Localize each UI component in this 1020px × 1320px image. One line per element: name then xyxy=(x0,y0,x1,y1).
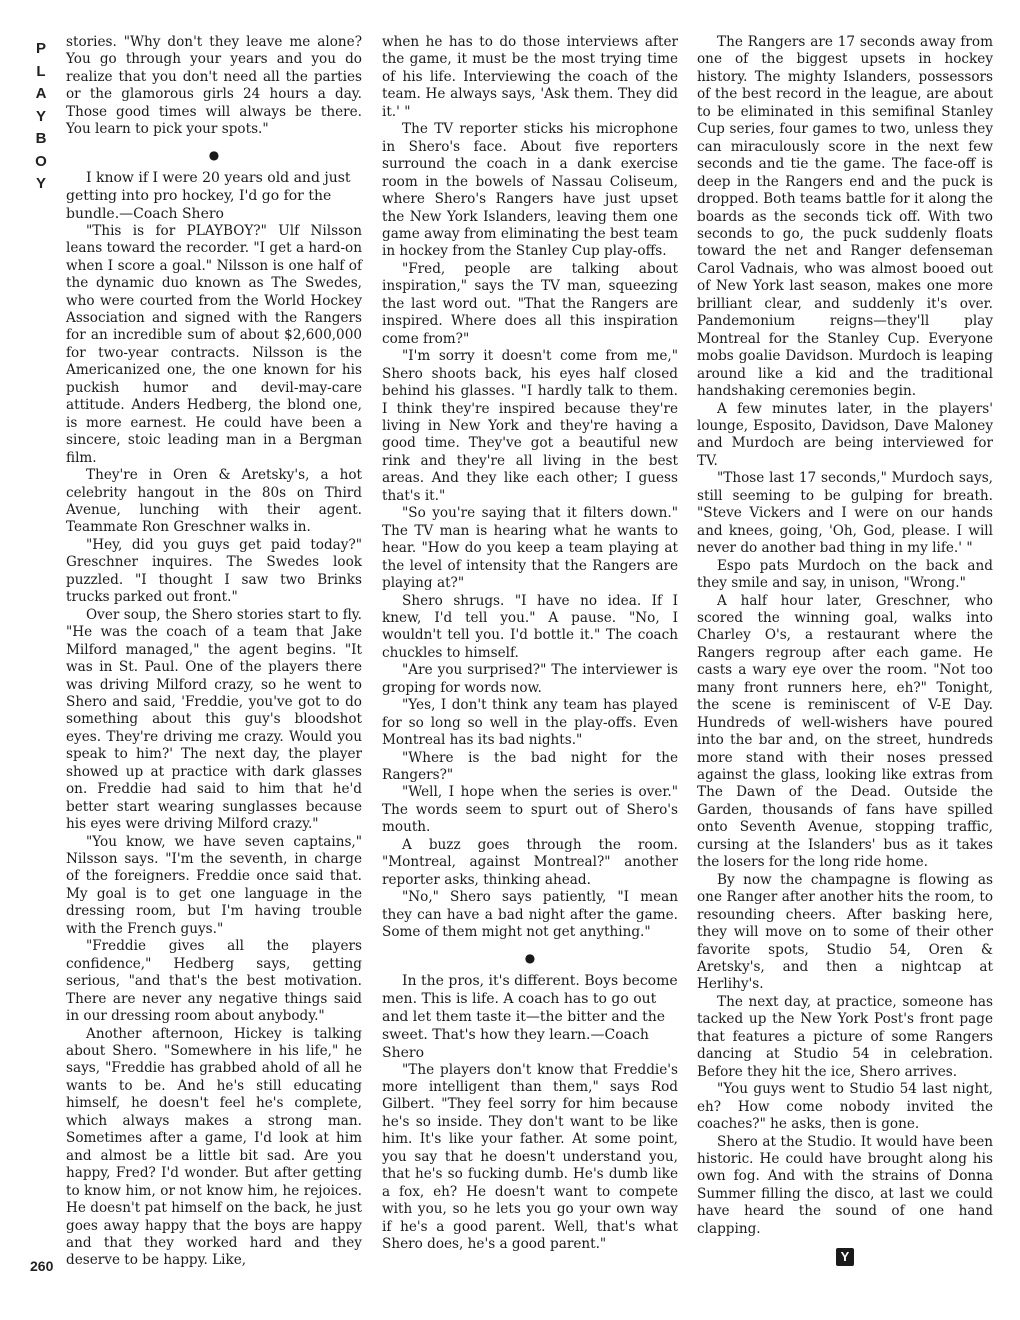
article-paragraph: "You know, we have seven captains," Nilsson says. "I'm the seventh, in charge of the foreigners. Freddie once said that. My goal is to get one language in the dressing room, but I'm having trouble with the French guys." xyxy=(66,833,362,937)
spine-letter: P xyxy=(35,40,46,57)
section-divider-dot: ● xyxy=(524,950,536,965)
spine-letter: Y xyxy=(35,175,46,192)
article-paragraph: "I'm sorry it doesn't come from me," Shero shoots back, his eyes half closed behind his glasses. "I hardly talk to them. I think they're inspired because they're living in New York and they're having a good time. They've got a beautiful new rink and they're all living in the best areas. And they like each other; I guess that's it." xyxy=(382,348,678,504)
article-paragraph: Espo pats Murdoch on the back and they smile and say, in unison, "Wrong." xyxy=(697,557,993,592)
article-paragraph: "Are you surprised?" The interviewer is groping for words now. xyxy=(382,662,678,696)
playboy-bunny-icon: Y xyxy=(836,1248,854,1266)
section-divider-dot: ● xyxy=(208,147,220,162)
article-paragraph: "You guys went to Studio 54 last night, eh? How come nobody invited the coaches?" he asks, then is gone. xyxy=(697,1081,993,1133)
article-paragraph: "Well, I hope when the series is over." The words seem to spurt out of Shero's mouth. xyxy=(382,784,678,836)
article-paragraph: Shero shrugs. "I have no idea. If I knew, I'd tell you." A pause. "No, I wouldn't tell you. I'd bottle it." The coach chuckles to himself. xyxy=(382,592,678,661)
article-paragraph: A half hour later, Greschner, who scored the winning goal, walks into Charley O's, a restaurant where the Rangers regroup after each game. He casts a wary eye over the room. "Not too many front runners here, eh?" Tonight, the scene is reminiscent of V-E Day. Hundreds of well-wishers have poured into the bar and, on the street, hundreds more stand with their noses pressed against the glass, looking like extras from The Dawn of the Dead. Outside the Garden, thousands of fans have spilled onto Seventh Avenue, stopping traffic, cursing at the Islanders' bus as it takes the losers for the long ride home. xyxy=(697,592,993,871)
article-paragraph: "This is for PLAYBOY?" Ulf Nilsson leans toward the recorder. "I get a hard-on when I score a goal." Nilsson is one half of the dynamic duo known as The Swedes, who were courted from the World Hockey Association and signed with the Rangers for an incredible sum of about $2,600,000 for two-year contracts. Nilsson is the Americanized one, the one known for his puckish humor and devil-may-care attitude. Anders Hedberg, the blond one, is more earnest. He could have been a sincere, stoic leading man in a Bergman film. xyxy=(66,222,362,466)
article-paragraph: "No," Shero says patiently, "I mean they can have a bad night after the game. Some of them might not get anything." xyxy=(382,889,678,941)
magazine-spine-logo xyxy=(30,38,52,196)
article-paragraph: They're in Oren & Aretsky's, a hot celebrity hangout in the 80s on Third Avenue, lunching with their agent. Teammate Ron Greschner walks in. xyxy=(66,467,362,536)
article-paragraph: A few minutes later, in the players' lounge, Esposito, Davidson, Dave Maloney and Murdoch are being interviewed for TV. xyxy=(697,400,993,469)
article-paragraph: Shero at the Studio. It would have been historic. He could have brought along his own fog. And with the strains of Donna Summer filling the disco, at last we could have heard the sound of one hand clapping. xyxy=(697,1133,993,1237)
article-column-1 xyxy=(66,34,362,1270)
article-paragraph: The next day, at practice, someone has tacked up the New York Post's front page that features a picture of some Rangers dancing at Studio 54 in celebration. Before they hit the ice, Shero arrives. xyxy=(697,993,993,1080)
epigraph-quote: I know if I were 20 years old and just getting into pro hockey, I'd go for the bundle.—Coach Shero xyxy=(66,169,351,222)
article-paragraph: when he has to do those interviews after the game, it must be the most trying time of his life. Interviewing the coach of the team. He always says, 'Ask them. They did it.' " xyxy=(382,34,678,120)
spine-letter: B xyxy=(35,130,47,147)
article-paragraph: The Rangers are 17 seconds away from one of the biggest upsets in hockey history. The mighty Islanders, possessors of the best record in the league, are about to be eliminated in this semifinal Stanley Cup series, four games to two, unless they can miraculously score in the next few seconds and tie the game. The face-off is deep in the Rangers end and the puck is dropped. Both teams battle for it along the boards as the seconds tick off. With two seconds to go, the puck suddenly floats toward the net and Ranger defenseman Carol Vadnais, who was almost booed out of New York last season, makes one more brilliant clear, and suddenly it's over. Pandemonium reigns—they'll play Montreal for the Stanley Cup. Everyone mobs goalie Davidson. Murdoch is leaping around like a kid and the traditional handshaking ceremonies begin. xyxy=(697,34,993,400)
article-paragraph: Another afternoon, Hickey is talking about Shero. "Somewhere in his life," he says, "Freddie has grabbed ahold of all he wants to be. And he's still educating himself, he doesn't feel he's complete, which always makes a strong man. Sometimes after a game, I'd look at him and almost be a little bit sad. Are you happy, Fred? I'd wonder. But after getting to know him, or not know him, he rejoices. He doesn't pat himself on the back, he just goes away happy that the boys are happy and that they worked hard and they deserve to be happy. Like, xyxy=(66,1025,362,1269)
article-paragraph: "Hey, did you guys get paid today?" Greschner inquires. The Swedes look puzzled. "I thought I saw two Brinks trucks parked out front." xyxy=(66,536,362,606)
article-paragraph: A buzz goes through the room. "Montreal, against Montreal?" another reporter asks, thinking ahead. xyxy=(382,836,678,888)
spine-letter: A xyxy=(35,85,47,102)
article-paragraph: "Where is the bad night for the Rangers?" xyxy=(382,749,678,784)
article-paragraph: stories. "Why don't they leave me alone? You go through your years and you do realize that you don't need all the parties or the glamorous girls 24 hours a day. Those good times will always be there. You learn to pick your spots." xyxy=(66,34,362,138)
article-end-mark xyxy=(697,1248,993,1266)
spine-letter: O xyxy=(35,152,47,170)
article-paragraph: "So you're saying that it filters down." The TV man is hearing what he wants to hear. "How do you keep a team playing at the level of intensity that the Rangers are playing at?" xyxy=(382,505,678,592)
article-paragraph: Over soup, the Shero stories start to fly. "He was the coach of a team that Jake Milford managed," the agent begins. "It was in St. Paul. One of the players there was driving Milford crazy, so he went to Shero and said, 'Freddie, you've got to do something about this guy's bloodshot eyes. They're driving me crazy. Would you speak to him?' The next day, the player showed up at practice with dark glasses on. Freddie had said to him that he'd better start wearing sunglasses because his eyes were driving Milford crazy." xyxy=(66,606,362,833)
spine-letter: Y xyxy=(35,107,46,125)
article-paragraph: "Those last 17 seconds," Murdoch says, still seeming to be gulping for breath. "Steve Vickers and I were on our hands and knees, going, 'Oh, God, please. I will never do another bad thing in my life.' " xyxy=(697,470,993,557)
epigraph-quote: In the pros, it's different. Boys become men. This is life. A coach has to go out and let them taste it—the bitter and the sweet. That's how they learn.—Coach Shero xyxy=(382,972,678,1061)
article-paragraph: "Yes, I don't think any team has played for so long so well in the play-offs. Even Montreal has its bad nights." xyxy=(382,697,678,749)
article-column-2 xyxy=(382,34,678,1254)
page-number: 260 xyxy=(30,1258,54,1274)
article-paragraph: "Fred, people are talking about inspiration," says the TV man, squeezing the last word out. "That the Rangers are inspired. Where does all this inspiration come from?" xyxy=(382,260,678,347)
article-paragraph: The TV reporter sticks his microphone in Shero's face. About five reporters surround the coach in a dank exercise room in the bowels of Nassau Coliseum, where Shero's Rangers have just upset the New York Islanders, leaving them one game away from eliminating the best team in hockey from the Stanley Cup play-offs. xyxy=(382,121,678,260)
article-column-3 xyxy=(697,34,993,1267)
spine-letter: L xyxy=(36,62,46,80)
article-paragraph: "The players don't know that Freddie's more intelligent than them," says Rod Gilbert. "They feel sorry for him because he's so inside. They don't want to be like him. It's like your father. At some point, you say that he doesn't understand you, that he's so fucking dumb. He's dumb like a fox, eh? He doesn't want to compete with you, so he lets you go your own way if he's a good parent. Well, that's what Shero does, he's a good parent." xyxy=(382,1061,678,1253)
article-paragraph: By now the champagne is flowing as one Ranger after another hits the room, to resounding cheers. After basking here, they will move on to some of their other favorite spots, Studio 54, Oren & Aretsky's, and then a nightcap at Herlihy's. xyxy=(697,871,993,993)
article-paragraph: "Freddie gives all the players confidence," Hedberg says, getting serious, "and that's the best motivation. There are never any negative things said in our dressing room about anybody." xyxy=(66,938,362,1025)
